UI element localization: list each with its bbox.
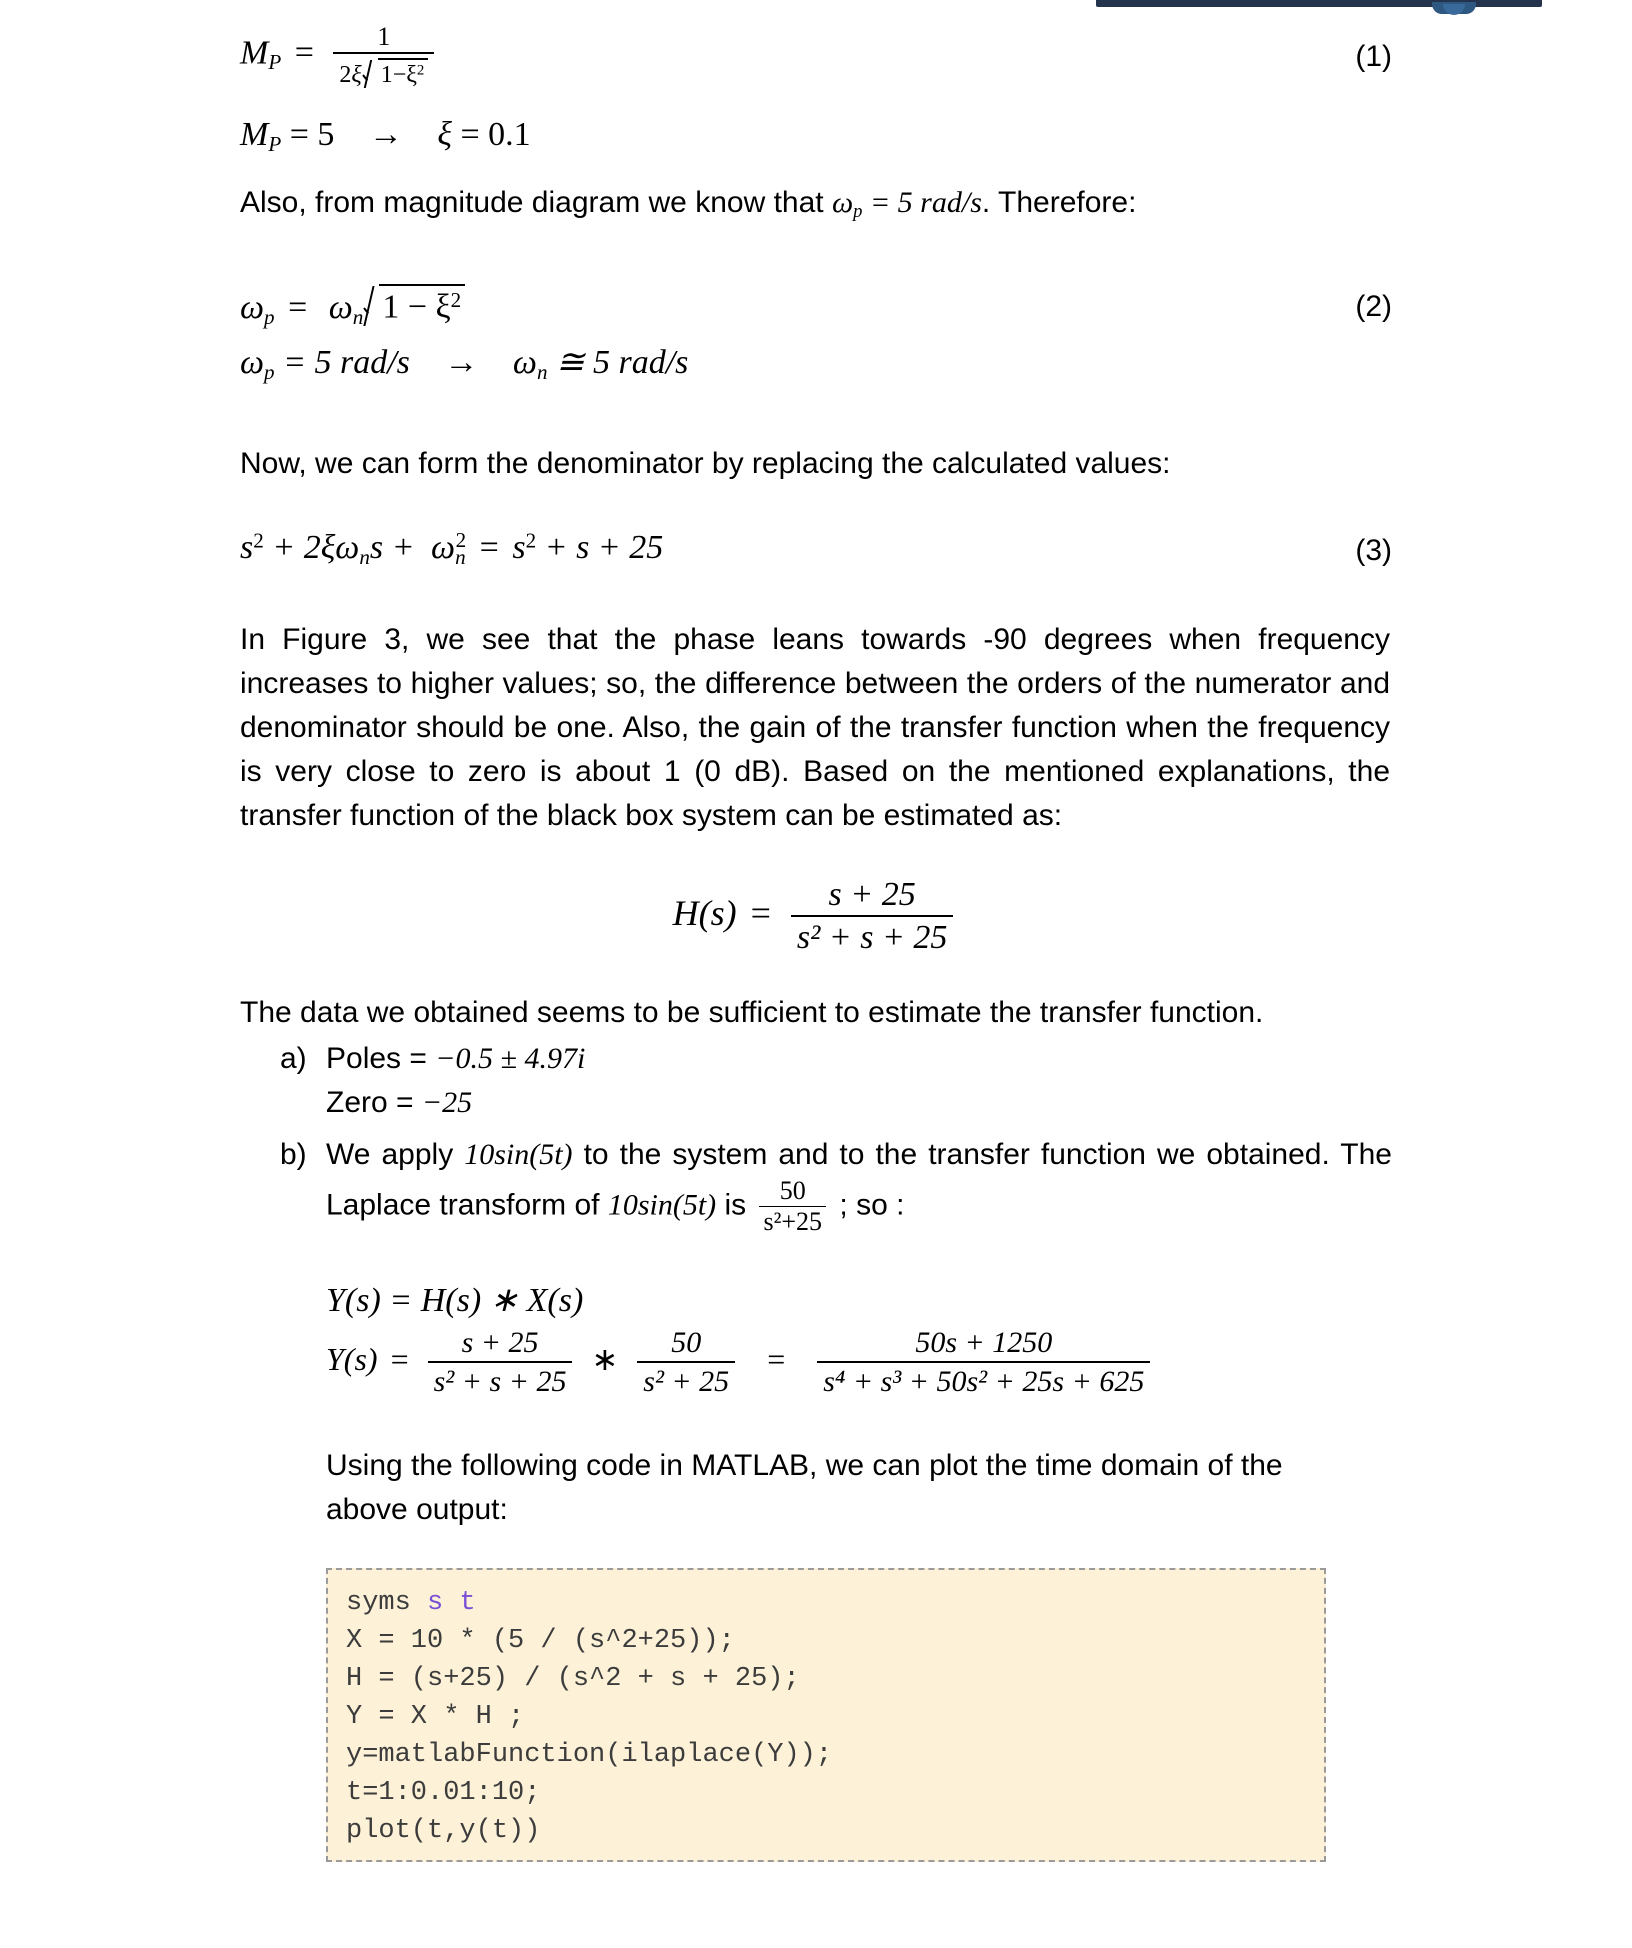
also-omega-sub: p bbox=[853, 201, 863, 223]
ys-line1: Y(s) = H(s) ∗ X(s) bbox=[326, 1282, 584, 1320]
code-symvars: s t bbox=[427, 1588, 476, 1619]
code-line-1: X = 10 * (5 / (s^2+25)); bbox=[346, 1626, 735, 1657]
b-text-1: We apply bbox=[326, 1137, 465, 1171]
paragraph-now-denominator: Now, we can form the denominator by replacing the calculated values: bbox=[240, 447, 1171, 481]
also-omega: ω bbox=[831, 185, 854, 219]
ys-f3-den: s⁴ + s³ + 50s² + 25s + 625 bbox=[817, 1361, 1150, 1399]
b-math-2: 10sin(5t) bbox=[607, 1188, 717, 1222]
eq2-lhs-sub: p bbox=[264, 304, 275, 329]
equation-ys-line1 bbox=[326, 1280, 1392, 1320]
laplace-frac-den: s²+25 bbox=[759, 1206, 826, 1237]
list-item-b bbox=[280, 1133, 1392, 1236]
answers-list bbox=[280, 1037, 1392, 1236]
list-item-a-marker: a) bbox=[280, 1041, 307, 1075]
also-omega-value: = 5 rad/s bbox=[869, 185, 982, 219]
equation-1b-row bbox=[240, 116, 1392, 157]
ys-equals: = bbox=[390, 1340, 409, 1377]
eq3-rhs-rest: + s + 25 bbox=[544, 528, 664, 566]
code-line-5: t=1:0.01:10; bbox=[346, 1778, 541, 1809]
equation-2-row bbox=[240, 282, 1392, 329]
paragraph-matlab-intro: Using the following code in MATLAB, we can plot the time domain of the above output: bbox=[326, 1449, 1283, 1527]
also-text-pre: Also, from magnitude diagram we know that bbox=[240, 185, 832, 219]
list-item-a-zero bbox=[280, 1081, 1392, 1125]
eq1-denominator bbox=[333, 52, 434, 89]
hs-lhs: H(s) bbox=[672, 892, 737, 933]
eq3-omega2-sub: n bbox=[455, 544, 466, 569]
eq3-xi: ξ bbox=[320, 528, 336, 566]
ys-f2-num: 50 bbox=[671, 1326, 702, 1360]
ys-lhs: Y(s) bbox=[326, 1340, 378, 1377]
eq1b-lhs: M bbox=[240, 116, 269, 153]
eq1-sqrt-icon bbox=[362, 56, 429, 89]
also-text-post: . Therefore: bbox=[981, 185, 1137, 219]
ys-f1-num: s + 25 bbox=[461, 1326, 539, 1360]
eq1b-xi: ξ bbox=[437, 116, 452, 153]
code-line-4: y=matlabFunction(ilaplace(Y)); bbox=[346, 1740, 833, 1771]
eq3-plus: + bbox=[391, 528, 415, 566]
eq2b-omega-n-value: ≅ 5 rad/s bbox=[555, 343, 689, 381]
ys-fraction-2 bbox=[637, 1326, 735, 1398]
equation-ys-line2 bbox=[326, 1326, 1392, 1398]
eq2-equals: = bbox=[288, 288, 308, 326]
eq3-omega-sub: n bbox=[359, 544, 370, 569]
eq1-equals: = bbox=[294, 34, 314, 72]
eq2-omega-n: ω bbox=[328, 288, 353, 326]
paragraph-also-magnitude bbox=[240, 181, 1392, 234]
eq1b-lhs-sub: P bbox=[268, 131, 282, 156]
eq2-sqrt-icon bbox=[363, 282, 465, 327]
eq2b-lhs: ω bbox=[240, 343, 265, 381]
list-item-b-body bbox=[326, 1133, 1392, 1236]
matlab-code-block[interactable] bbox=[326, 1568, 1326, 1862]
eq3-omega: ω bbox=[335, 528, 360, 566]
eq2b-arrow-icon: → bbox=[444, 343, 479, 381]
eq3-s-exp: 2 bbox=[253, 528, 264, 553]
eq2b-lhs-sub: p bbox=[264, 359, 275, 384]
eq1-fraction bbox=[333, 22, 434, 89]
eq1b-arrow-icon: → bbox=[368, 116, 403, 153]
code-keyword-syms: syms bbox=[346, 1588, 411, 1619]
eq2-lhs: ω bbox=[240, 288, 265, 326]
eq3-equals: = bbox=[479, 528, 499, 566]
poles-label: Poles = bbox=[326, 1041, 436, 1075]
eq2b-omega-n: ω bbox=[512, 343, 537, 381]
eq1-den-xi: ξ bbox=[351, 62, 362, 89]
paragraph-figure3: In Figure 3, we see that the phase leans towards -90 degrees when frequency increases to higher values; so, the difference between the orders of the numerator and denominator should be one. Also, the gain of the transfer function when the frequency is very close to zero is about 1 (0 dB). Based on the mentioned explanations, the transfer function of the black box system can be estimated as: bbox=[240, 622, 1390, 832]
equation-1-row bbox=[240, 22, 1392, 100]
eq1b-xi-value: = 0.1 bbox=[460, 116, 531, 153]
eq3-plus-2: + 2 bbox=[272, 528, 321, 566]
list-item-a-zero-body bbox=[326, 1081, 1392, 1125]
ys-fraction-1 bbox=[428, 1326, 573, 1398]
eq2b-omega-n-sub: n bbox=[536, 359, 548, 384]
eq1-lhs-sub: P bbox=[268, 50, 282, 75]
hs-numerator: s + 25 bbox=[828, 875, 916, 913]
b-text-3: is bbox=[716, 1188, 755, 1222]
ys-f2-den: s² + 25 bbox=[637, 1361, 735, 1399]
ys-f1-den: s² + s + 25 bbox=[428, 1361, 573, 1399]
equation-2-number: (2) bbox=[1355, 290, 1392, 324]
eq3-rhs-s: s bbox=[512, 528, 526, 566]
hs-fraction bbox=[791, 876, 954, 957]
eq1-lhs: M bbox=[240, 34, 269, 72]
hs-denominator: s² + s + 25 bbox=[791, 915, 954, 957]
code-line-2: H = (s+25) / (s^2 + s + 25); bbox=[346, 1664, 800, 1695]
b-text-4: ; so : bbox=[831, 1188, 905, 1222]
eq3-omega2-exp: 2 bbox=[455, 528, 467, 553]
code-line-6: plot(t,y(t)) bbox=[346, 1816, 541, 1847]
eq3-s2: s bbox=[369, 528, 384, 566]
list-item-a-body bbox=[326, 1037, 1392, 1081]
ys-star-icon: ∗ bbox=[591, 1340, 619, 1377]
eq3-s: s bbox=[240, 528, 254, 566]
equation-transfer-function-row bbox=[240, 876, 1392, 957]
ys-equals-2: = bbox=[767, 1340, 786, 1377]
equation-1-number: (1) bbox=[1355, 40, 1392, 73]
eq2b-value: = 5 rad/s bbox=[283, 343, 410, 381]
code-line-0 bbox=[346, 1584, 1324, 1622]
eq1-radicand: 1−ξ bbox=[380, 62, 417, 89]
ys-fraction-3 bbox=[817, 1326, 1150, 1398]
hs-equals: = bbox=[750, 892, 771, 933]
eq3-rhs-s-exp: 2 bbox=[525, 528, 537, 553]
b-math-1: 10sin(5t) bbox=[464, 1137, 573, 1171]
eq2-omega-n-sub: n bbox=[352, 304, 364, 329]
equation-2b-row bbox=[240, 342, 1392, 385]
eq1-radicand-exp: 2 bbox=[416, 62, 425, 79]
eq2-radicand-exp: 2 bbox=[450, 288, 462, 313]
laplace-fraction bbox=[759, 1177, 826, 1236]
eq1b-value: = 5 bbox=[289, 116, 335, 153]
document-content bbox=[240, 0, 1392, 1862]
zero-value: −25 bbox=[421, 1085, 473, 1119]
laplace-frac-num: 50 bbox=[779, 1175, 806, 1205]
paragraph-data-sufficient: The data we obtained seems to be sufficient to estimate the transfer function. bbox=[240, 995, 1264, 1029]
equation-3-number: (3) bbox=[1355, 534, 1392, 568]
zero-label: Zero = bbox=[326, 1085, 422, 1119]
eq1-numerator: 1 bbox=[377, 22, 391, 51]
ys-f3-num: 50s + 1250 bbox=[915, 1326, 1053, 1360]
poles-value: −0.5 ± 4.97i bbox=[435, 1041, 586, 1075]
list-item-a bbox=[280, 1037, 1392, 1081]
code-line-3: Y = X * H ; bbox=[346, 1702, 525, 1733]
eq3-omega2: ω bbox=[431, 528, 456, 566]
b-text-2: to the system and to the transfer function we obtained. The Laplace transform of bbox=[326, 1137, 1392, 1222]
eq1-den-2: 2 bbox=[339, 62, 352, 89]
eq2-radicand: 1 − ξ bbox=[382, 288, 451, 326]
equation-3-row bbox=[240, 528, 1392, 569]
list-item-b-marker: b) bbox=[280, 1137, 307, 1171]
